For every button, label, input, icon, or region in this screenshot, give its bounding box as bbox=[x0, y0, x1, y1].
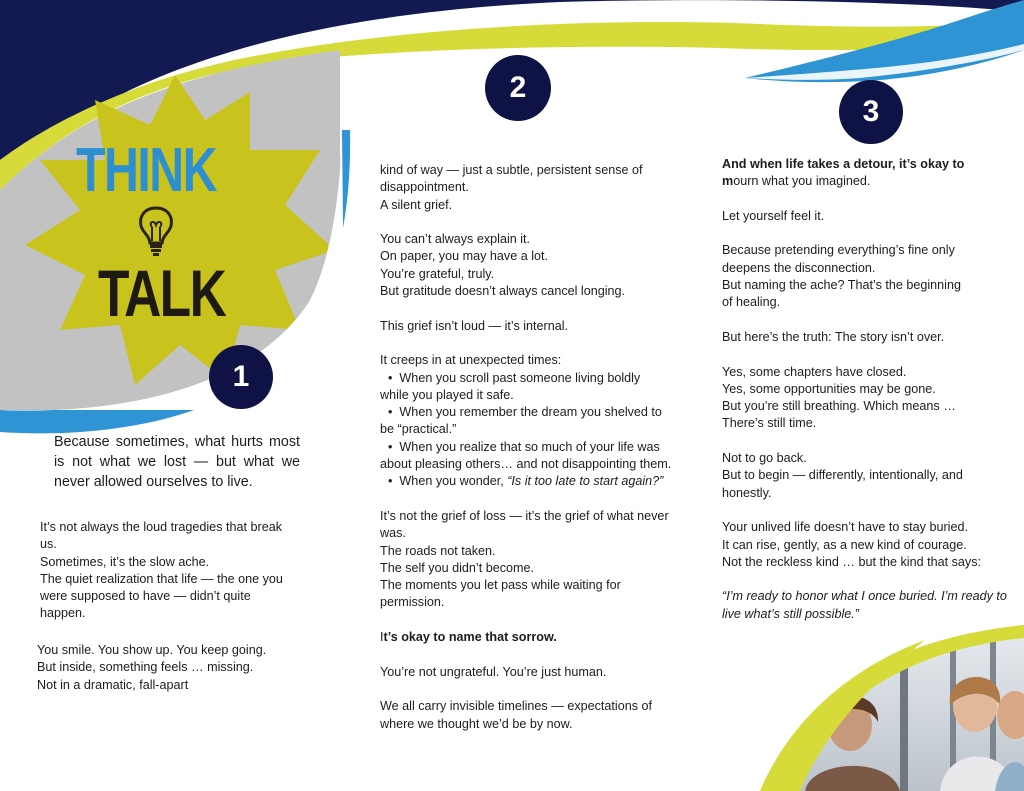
bullet-text: When you realize that so much of your life was bbox=[399, 439, 660, 454]
text-line: Yes, some chapters have closed. bbox=[722, 364, 907, 379]
text-line: Your unlived life doesn’t have to stay buried. bbox=[722, 520, 968, 535]
text-line: It creeps in at unexpected times: bbox=[380, 353, 562, 368]
text-line: where we thought we’d be by now. bbox=[380, 716, 573, 731]
text-line: about pleasing others… and not disappointing them. bbox=[380, 457, 672, 472]
text-line: It can rise, gently, as a new kind of courage. bbox=[722, 537, 967, 552]
lightbulb-icon bbox=[136, 205, 176, 257]
logo-talk: TALK bbox=[98, 256, 226, 330]
text-rest: ourn what you imagined. bbox=[733, 174, 871, 189]
text-line: permission. bbox=[380, 595, 445, 610]
panel3-p4 bbox=[722, 364, 1022, 433]
bullet-item: • When you wonder, “Is it too late to start again?” bbox=[388, 474, 664, 489]
panel2-p2 bbox=[380, 231, 700, 300]
badge-1: 1 bbox=[209, 345, 273, 409]
text-line: We all carry invisible timelines — expectations of bbox=[380, 699, 653, 714]
panel2-p5 bbox=[380, 508, 700, 612]
text-bold: m bbox=[722, 174, 734, 189]
panel3-text bbox=[722, 156, 1022, 640]
text-bold: t’s okay to name that sorrow. bbox=[383, 630, 557, 645]
logo-think: THINK bbox=[76, 136, 216, 205]
panel1-paragraph-1 bbox=[40, 519, 310, 623]
text-line: honestly. bbox=[722, 485, 772, 500]
panel2-p4 bbox=[380, 352, 700, 490]
panel3-p5 bbox=[722, 450, 1022, 502]
intro-text: Because sometimes, what hurts most is not what we lost — but what we never allowed ourselves to live. bbox=[54, 434, 300, 490]
text-line: be “practical.” bbox=[380, 422, 457, 437]
bullet-item: • When you scroll past someone living boldly bbox=[388, 370, 641, 385]
text-line: But to begin — differently, intentionally, and bbox=[722, 468, 963, 483]
text-line: disappointment. bbox=[380, 180, 469, 195]
text-line: You smile. You show up. You keep going. bbox=[37, 643, 267, 657]
text-line: The moments you let pass while waiting for bbox=[380, 578, 621, 593]
text-line: But naming the ache? That’s the beginning bbox=[722, 278, 961, 293]
text-line: Sometimes, it’s the slow ache. bbox=[40, 554, 210, 569]
text-line: But gratitude doesn’t always cancel longing. bbox=[380, 284, 626, 299]
panel2-p7: You’re not ungrateful. You’re just human. bbox=[380, 664, 607, 679]
bullet-quote: “Is it too late to start again?” bbox=[507, 474, 664, 489]
panel2-p1 bbox=[380, 162, 700, 214]
text-line: The quiet realization that life — the one you bbox=[40, 571, 283, 586]
panel2-p8 bbox=[380, 698, 700, 733]
bullet-text: When you wonder, bbox=[399, 474, 508, 489]
text-bold: And when life takes a detour, it’s okay to bbox=[722, 157, 965, 171]
text-line: of healing. bbox=[722, 295, 781, 310]
text-line: kind of way — just a subtle, persistent sense of bbox=[380, 163, 643, 177]
panel1-paragraph-2 bbox=[37, 642, 307, 694]
bullet-item: • When you realize that so much of your life was bbox=[388, 439, 660, 454]
text-line: was. bbox=[380, 526, 406, 541]
bullet-item: • When you remember the dream you shelved to bbox=[388, 405, 662, 420]
bullet-text: When you remember the dream you shelved to bbox=[399, 405, 662, 420]
text-line: But you’re still breathing. Which means … bbox=[722, 399, 956, 414]
text-line: On paper, you may have a lot. bbox=[380, 249, 549, 264]
text-line: Not in a dramatic, fall-apart bbox=[37, 677, 189, 692]
panel2-p6 bbox=[380, 629, 700, 646]
text-line: “I’m ready to honor what I once buried. I’m ready to bbox=[722, 589, 1007, 604]
text-line: But inside, something feels … missing. bbox=[37, 660, 254, 675]
panel3-quote bbox=[722, 588, 1022, 623]
text-line: live what’s still possible.” bbox=[722, 606, 859, 621]
text-line: were supposed to have — didn’t quite bbox=[40, 589, 251, 604]
text-line: happen. bbox=[40, 606, 86, 621]
text-line: The roads not taken. bbox=[380, 543, 496, 558]
text-line: You can’t always explain it. bbox=[380, 232, 531, 247]
text-line: Not the reckless kind … but the kind that says: bbox=[722, 554, 981, 569]
text-line: It’s not always the loud tragedies that break bbox=[40, 520, 282, 534]
text-line: us. bbox=[40, 537, 57, 552]
panel3-p2 bbox=[722, 242, 1022, 311]
text-line: A silent grief. bbox=[380, 197, 453, 212]
panel2-text bbox=[380, 162, 700, 750]
text-line: deepens the disconnection. bbox=[722, 260, 876, 275]
text-lead: I bbox=[380, 630, 384, 645]
panel3-p1: Let yourself feel it. bbox=[722, 208, 825, 223]
text-line: while you played it safe. bbox=[380, 387, 514, 402]
panel2-p3: This grief isn’t loud — it’s internal. bbox=[380, 318, 569, 333]
text-line bbox=[722, 173, 1022, 190]
bullet-text: When you scroll past someone living boldly bbox=[399, 370, 641, 385]
text-line: Not to go back. bbox=[722, 451, 807, 466]
panel3-p6 bbox=[722, 519, 1022, 571]
text-line: You’re grateful, truly. bbox=[380, 266, 495, 281]
text-line: It’s not the grief of loss — it’s the grief of what never bbox=[380, 508, 669, 523]
panel3-p3: But here’s the truth: The story isn’t over. bbox=[722, 329, 945, 344]
badge-3: 3 bbox=[839, 80, 903, 144]
text-line: Yes, some opportunities may be gone. bbox=[722, 381, 936, 396]
text-line: The self you didn’t become. bbox=[380, 560, 535, 575]
text-line: There’s still time. bbox=[722, 416, 817, 431]
text-line: Because pretending everything’s fine only bbox=[722, 243, 955, 258]
badge-2: 2 bbox=[485, 55, 551, 121]
panel3-heading bbox=[722, 156, 1022, 191]
